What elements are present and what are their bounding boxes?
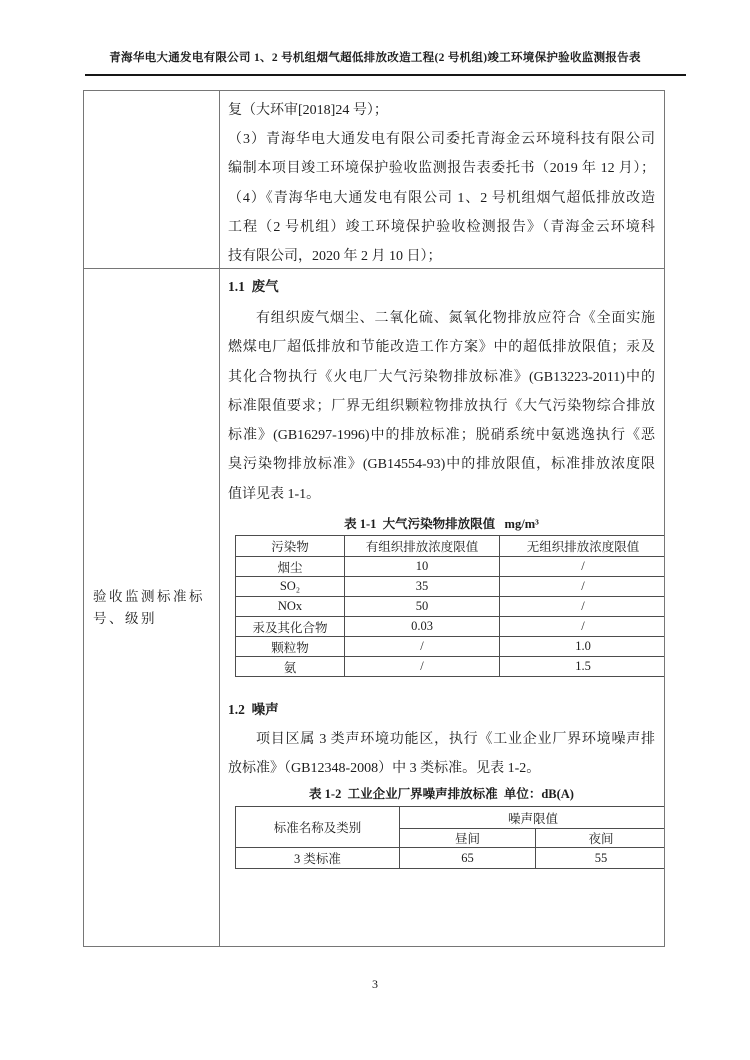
cell-value: / [500, 597, 665, 617]
page-header-title: 青海华电大通发电有限公司 1、2 号机组烟气超低排放改造工程(2 号机组)竣工环境保护验收监测报告表 [109, 52, 641, 64]
cell-pollutant: 汞及其化合物 [236, 617, 345, 637]
cell-pollutant: NOx [236, 597, 345, 617]
table-row [84, 91, 664, 269]
col-header-organized: 有组织排放浓度限值 [345, 536, 500, 557]
cell-value: 35 [345, 577, 500, 597]
cell-value: / [345, 637, 500, 657]
paragraph-line: 臭污染物排放标准》(GB14554-93)中的排放限值，标准排放浓度限 [228, 457, 655, 473]
reference-line: （3）青海华电大通发电有限公司委托青海金云环境科技有限公司 [228, 132, 655, 148]
row-label-cell-empty [84, 91, 220, 268]
cell-value: 1.5 [500, 657, 665, 677]
noise-paragraph [228, 726, 655, 783]
paragraph-line: 有组织废气烟尘、二氧化硫、氮氧化物排放应符合《全面实施 [256, 311, 655, 326]
row-label-standards: 验收监测标准标号、级别 [93, 588, 205, 626]
col-header-daytime: 昼间 [400, 829, 536, 848]
paragraph-line: 值详见表 1-1。 [228, 486, 321, 502]
col-header-standard-name: 标准名称及类别 [236, 807, 400, 848]
col-header-pollutant: 污染物 [236, 536, 345, 557]
table-row [236, 617, 665, 637]
noise-limits-table [235, 806, 664, 869]
section-heading-noise: 1.2 噪声 [228, 702, 279, 718]
paragraph-line: 标准》(GB16297-1996)中的排放标准；脱硝系统中氨逃逸执行《恶 [228, 428, 655, 444]
paragraph-line: 燃煤电厂超低排放和节能改造工作方案》中的超低排放限值；汞及 [228, 340, 655, 356]
cell-value: / [345, 657, 500, 677]
table-row [236, 557, 665, 577]
table-row [236, 848, 665, 869]
page-number: 3 [372, 977, 378, 991]
reference-line: 工程（2 号机组）竣工环境保护验收检测报告》（青海金云环境科 [228, 219, 655, 235]
table-row [236, 657, 665, 677]
reference-line: 技有限公司，2020 年 2 月 10 日）； [228, 249, 442, 265]
cell-value: 1.0 [500, 637, 665, 657]
row-label-cell [84, 269, 220, 946]
paragraph-line: 标准限值要求；厂界无组织颗粒物排放执行《大气污染物综合排放 [228, 398, 655, 414]
table-row [236, 637, 665, 657]
header-divider [85, 74, 686, 76]
table-row [236, 597, 665, 617]
waste-gas-paragraph [228, 304, 655, 509]
cell-value: 65 [400, 848, 536, 869]
table-1-2-title: 表 1-2 工业企业厂界噪声排放标准 单位：dB(A) [309, 787, 574, 802]
col-header-noise-limit: 噪声限值 [400, 807, 665, 829]
cell-value: 0.03 [345, 617, 500, 637]
reference-line: 复（大环审[2018]24 号）； [228, 103, 388, 118]
cell-value: / [500, 577, 665, 597]
cell-pollutant: 颗粒物 [236, 637, 345, 657]
cell-value: 10 [345, 557, 500, 577]
cell-value: 55 [536, 848, 665, 869]
table-1-1-title: 表 1-1 大气污染物排放限值 mg/m³ [344, 517, 539, 532]
cell-value: / [500, 557, 665, 577]
paragraph-line: 其化合物执行《火电厂大气污染物排放标准》(GB13223-2011)中的 [228, 369, 655, 385]
cell-pollutant: 氨 [236, 657, 345, 677]
row-content-references [220, 91, 664, 268]
section-heading-waste-gas: 1.1 废气 [228, 279, 279, 294]
table-header-row [236, 807, 665, 829]
paragraph-line: 项目区属 3 类声环境功能区，执行《工业企业厂界环境噪声排 [256, 732, 655, 748]
cell-pollutant: SO₂ [236, 577, 345, 597]
reference-line: 编制本项目竣工环境保护验收监测报告表委托书（2019 年 12 月）； [228, 161, 655, 177]
row-content-standards [220, 269, 664, 946]
cell-standard-class: 3 类标准 [236, 848, 400, 869]
col-header-unorganized: 无组织排放浓度限值 [500, 536, 665, 557]
reference-line: （4）《青海华电大通发电有限公司 1、2 号机组烟气超低排放改造 [228, 190, 655, 206]
air-pollutant-limits-table [235, 535, 664, 677]
cell-pollutant: 烟尘 [236, 557, 345, 577]
cell-value: / [500, 617, 665, 637]
col-header-nighttime: 夜间 [536, 829, 665, 848]
report-form-table [83, 90, 665, 947]
table-header-row [236, 536, 665, 557]
paragraph-line: 放标准》（GB12348-2008）中 3 类标准。见表 1-2。 [228, 760, 541, 776]
cell-value: 50 [345, 597, 500, 617]
table-row [84, 269, 664, 946]
table-row [236, 577, 665, 597]
